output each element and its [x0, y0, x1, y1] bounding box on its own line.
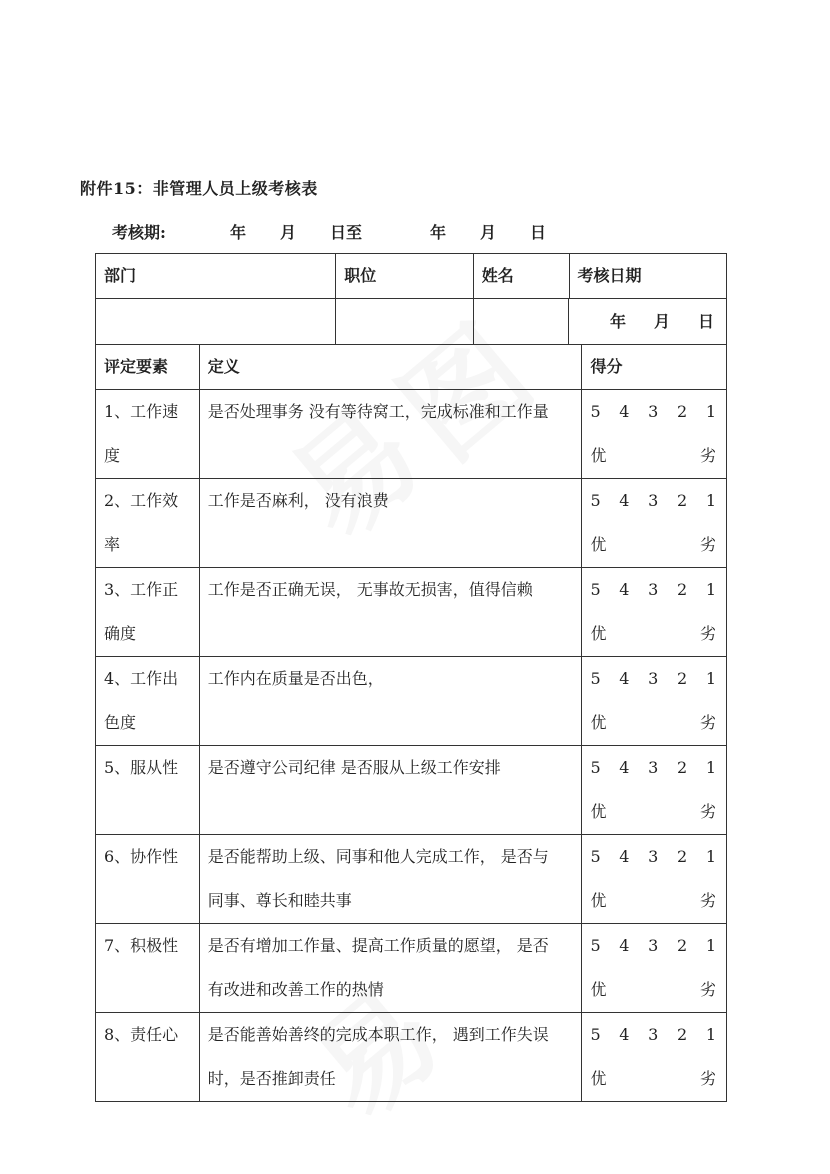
- date-day: 日: [697, 312, 714, 331]
- score-1[interactable]: 1: [705, 669, 716, 688]
- element-line: 确度: [104, 624, 137, 643]
- score-5[interactable]: 5: [590, 847, 601, 866]
- element-line: 8、责任心: [104, 1025, 179, 1044]
- header-row: [96, 254, 726, 298]
- element-cell: [96, 390, 199, 478]
- element-line: 5、服从性: [104, 758, 179, 777]
- score-3[interactable]: 3: [648, 847, 659, 866]
- score-4[interactable]: 4: [619, 491, 630, 510]
- date-year: 年: [609, 312, 626, 331]
- name-field[interactable]: [473, 299, 569, 344]
- score-legend: [590, 701, 716, 745]
- table-row: [96, 567, 726, 656]
- score-3[interactable]: 3: [648, 936, 659, 955]
- score-cell[interactable]: [581, 1013, 726, 1101]
- score-1[interactable]: 1: [705, 847, 716, 866]
- period-year-start: 年: [230, 223, 247, 242]
- table-row: [96, 389, 726, 478]
- element-line: 色度: [104, 713, 137, 732]
- element-cell: [96, 746, 199, 834]
- element-cell: [96, 1013, 199, 1101]
- element-cell: [96, 835, 199, 923]
- score-2[interactable]: 2: [676, 847, 688, 866]
- score-best-label: 优: [590, 1069, 607, 1088]
- score-5[interactable]: 5: [590, 580, 601, 599]
- period-label: 考核期:: [112, 223, 166, 242]
- document-title: 附件15：非管理人员上级考核表: [80, 179, 318, 198]
- score-5[interactable]: 5: [590, 669, 601, 688]
- table-row: [96, 478, 726, 567]
- definition-cell: [199, 390, 582, 478]
- score-5[interactable]: 5: [590, 936, 601, 955]
- score-legend: [590, 790, 716, 834]
- element-column-header: 评定要素: [104, 357, 169, 376]
- definition-line: 是否能帮助上级、同事和他人完成工作， 是否与: [207, 847, 549, 866]
- score-1[interactable]: 1: [705, 580, 716, 599]
- definition-cell: [199, 835, 582, 923]
- score-column-header: 得分: [581, 345, 726, 389]
- score-4[interactable]: 4: [619, 580, 630, 599]
- score-worst-label: 劣: [699, 535, 716, 554]
- score-best-label: 优: [590, 802, 607, 821]
- score-3[interactable]: 3: [648, 402, 659, 421]
- score-cell[interactable]: [581, 479, 726, 567]
- period-month-start: 月: [280, 223, 297, 242]
- score-legend: [590, 523, 716, 567]
- score-1[interactable]: 1: [705, 758, 716, 777]
- score-5[interactable]: 5: [590, 402, 601, 421]
- score-cell[interactable]: [581, 746, 726, 834]
- table-row: [96, 656, 726, 745]
- score-legend: [590, 968, 716, 1012]
- score-3[interactable]: 3: [648, 1025, 659, 1044]
- score-3[interactable]: 3: [648, 491, 659, 510]
- definition-line: 是否遵守公司纪律 是否服从上级工作安排: [207, 758, 501, 777]
- score-cell[interactable]: [581, 568, 726, 656]
- score-4[interactable]: 4: [619, 758, 630, 777]
- table-row: [96, 923, 726, 1012]
- score-scale: [590, 1013, 716, 1057]
- table-row: [96, 745, 726, 834]
- score-4[interactable]: 4: [619, 402, 630, 421]
- score-best-label: 优: [590, 446, 607, 465]
- score-scale: [590, 568, 716, 612]
- definition-column-header: 定义: [199, 345, 582, 389]
- score-1[interactable]: 1: [705, 402, 716, 421]
- score-3[interactable]: 3: [648, 758, 659, 777]
- score-5[interactable]: 5: [590, 758, 601, 777]
- score-cell[interactable]: [581, 835, 726, 923]
- element-cell: [96, 924, 199, 1012]
- score-cell[interactable]: [581, 657, 726, 745]
- score-worst-label: 劣: [699, 980, 716, 999]
- score-2[interactable]: 2: [676, 580, 688, 599]
- definition-line: 是否有增加工作量、提高工作质量的愿望， 是否: [207, 936, 549, 955]
- table-row: [96, 834, 726, 923]
- position-label: 职位: [335, 254, 473, 298]
- element-line: 3、工作正: [104, 580, 179, 599]
- definition-cell: [199, 479, 582, 567]
- period-year-end: 年: [430, 223, 447, 242]
- score-2[interactable]: 2: [676, 758, 688, 777]
- score-3[interactable]: 3: [648, 580, 659, 599]
- score-2[interactable]: 2: [676, 491, 688, 510]
- score-2[interactable]: 2: [676, 669, 688, 688]
- score-scale: [590, 746, 716, 790]
- assessment-date-label: 考核日期: [569, 254, 727, 298]
- score-worst-label: 劣: [699, 713, 716, 732]
- definition-cell: [199, 924, 582, 1012]
- score-3[interactable]: 3: [648, 669, 659, 688]
- score-worst-label: 劣: [699, 1069, 716, 1088]
- definition-line: 工作内在质量是否出色，: [207, 669, 384, 688]
- column-header-row: [96, 344, 726, 389]
- name-label: 姓名: [473, 254, 569, 298]
- score-worst-label: 劣: [699, 446, 716, 465]
- element-line: 度: [104, 446, 121, 465]
- element-cell: [96, 568, 199, 656]
- score-4[interactable]: 4: [619, 669, 630, 688]
- score-5[interactable]: 5: [590, 1025, 601, 1044]
- score-scale: [590, 657, 716, 701]
- score-scale: [590, 479, 716, 523]
- definition-line: 是否处理事务 没有等待窝工，完成标准和工作量: [207, 402, 549, 421]
- score-worst-label: 劣: [699, 624, 716, 643]
- definition-line: 有改进和改善工作的热情: [207, 980, 384, 999]
- definition-line: 工作是否麻利， 没有浪费: [207, 491, 389, 510]
- assessment-date-field[interactable]: [568, 299, 726, 344]
- definition-line: 是否能善始善终的完成本职工作， 遇到工作失误: [207, 1025, 549, 1044]
- score-2[interactable]: 2: [676, 1025, 688, 1044]
- score-best-label: 优: [590, 535, 607, 554]
- score-worst-label: 劣: [699, 891, 716, 910]
- score-2[interactable]: 2: [676, 936, 688, 955]
- definition-cell: [199, 568, 582, 656]
- definition-line: 工作是否正确无误， 无事故无损害，值得信赖: [207, 580, 533, 599]
- score-4[interactable]: 4: [619, 936, 630, 955]
- element-line: 2、工作效: [104, 491, 179, 510]
- score-1[interactable]: 1: [705, 936, 716, 955]
- position-field[interactable]: [335, 299, 473, 344]
- table-row: [96, 1012, 726, 1101]
- score-scale: [590, 390, 716, 434]
- element-line: 4、工作出: [104, 669, 179, 688]
- score-worst-label: 劣: [699, 802, 716, 821]
- score-legend: [590, 612, 716, 656]
- period-day-end: 日: [530, 223, 547, 242]
- score-best-label: 优: [590, 980, 607, 999]
- definition-cell: [199, 1013, 582, 1101]
- definition-line: 同事、尊长和睦共事: [207, 891, 352, 910]
- score-1[interactable]: 1: [705, 1025, 716, 1044]
- score-cell[interactable]: [581, 924, 726, 1012]
- score-scale: [590, 835, 716, 879]
- score-legend: [590, 434, 716, 478]
- definition-cell: [199, 657, 582, 745]
- element-cell: [96, 657, 199, 745]
- score-best-label: 优: [590, 624, 607, 643]
- header-fill-row: [96, 298, 726, 344]
- dept-field[interactable]: [96, 299, 335, 344]
- score-cell[interactable]: [581, 390, 726, 478]
- score-legend: [590, 879, 716, 923]
- score-1[interactable]: 1: [705, 491, 716, 510]
- element-cell: [96, 479, 199, 567]
- assessment-table: [95, 253, 727, 1102]
- period-month-end: 月: [480, 223, 497, 242]
- score-best-label: 优: [590, 891, 607, 910]
- date-month: 月: [653, 312, 670, 331]
- score-legend: [590, 1057, 716, 1101]
- score-5[interactable]: 5: [590, 491, 601, 510]
- definition-line: 时，是否推卸责任: [207, 1069, 336, 1088]
- score-2[interactable]: 2: [676, 402, 688, 421]
- score-4[interactable]: 4: [619, 847, 630, 866]
- definition-cell: [199, 746, 582, 834]
- element-line: 1、工作速: [104, 402, 179, 421]
- score-best-label: 优: [590, 713, 607, 732]
- element-line: 率: [104, 535, 121, 554]
- element-line: 6、协作性: [104, 847, 179, 866]
- dept-label: 部门: [104, 266, 137, 285]
- element-line: 7、积极性: [104, 936, 179, 955]
- score-4[interactable]: 4: [619, 1025, 630, 1044]
- score-scale: [590, 924, 716, 968]
- period-day-to: 日至: [330, 223, 363, 242]
